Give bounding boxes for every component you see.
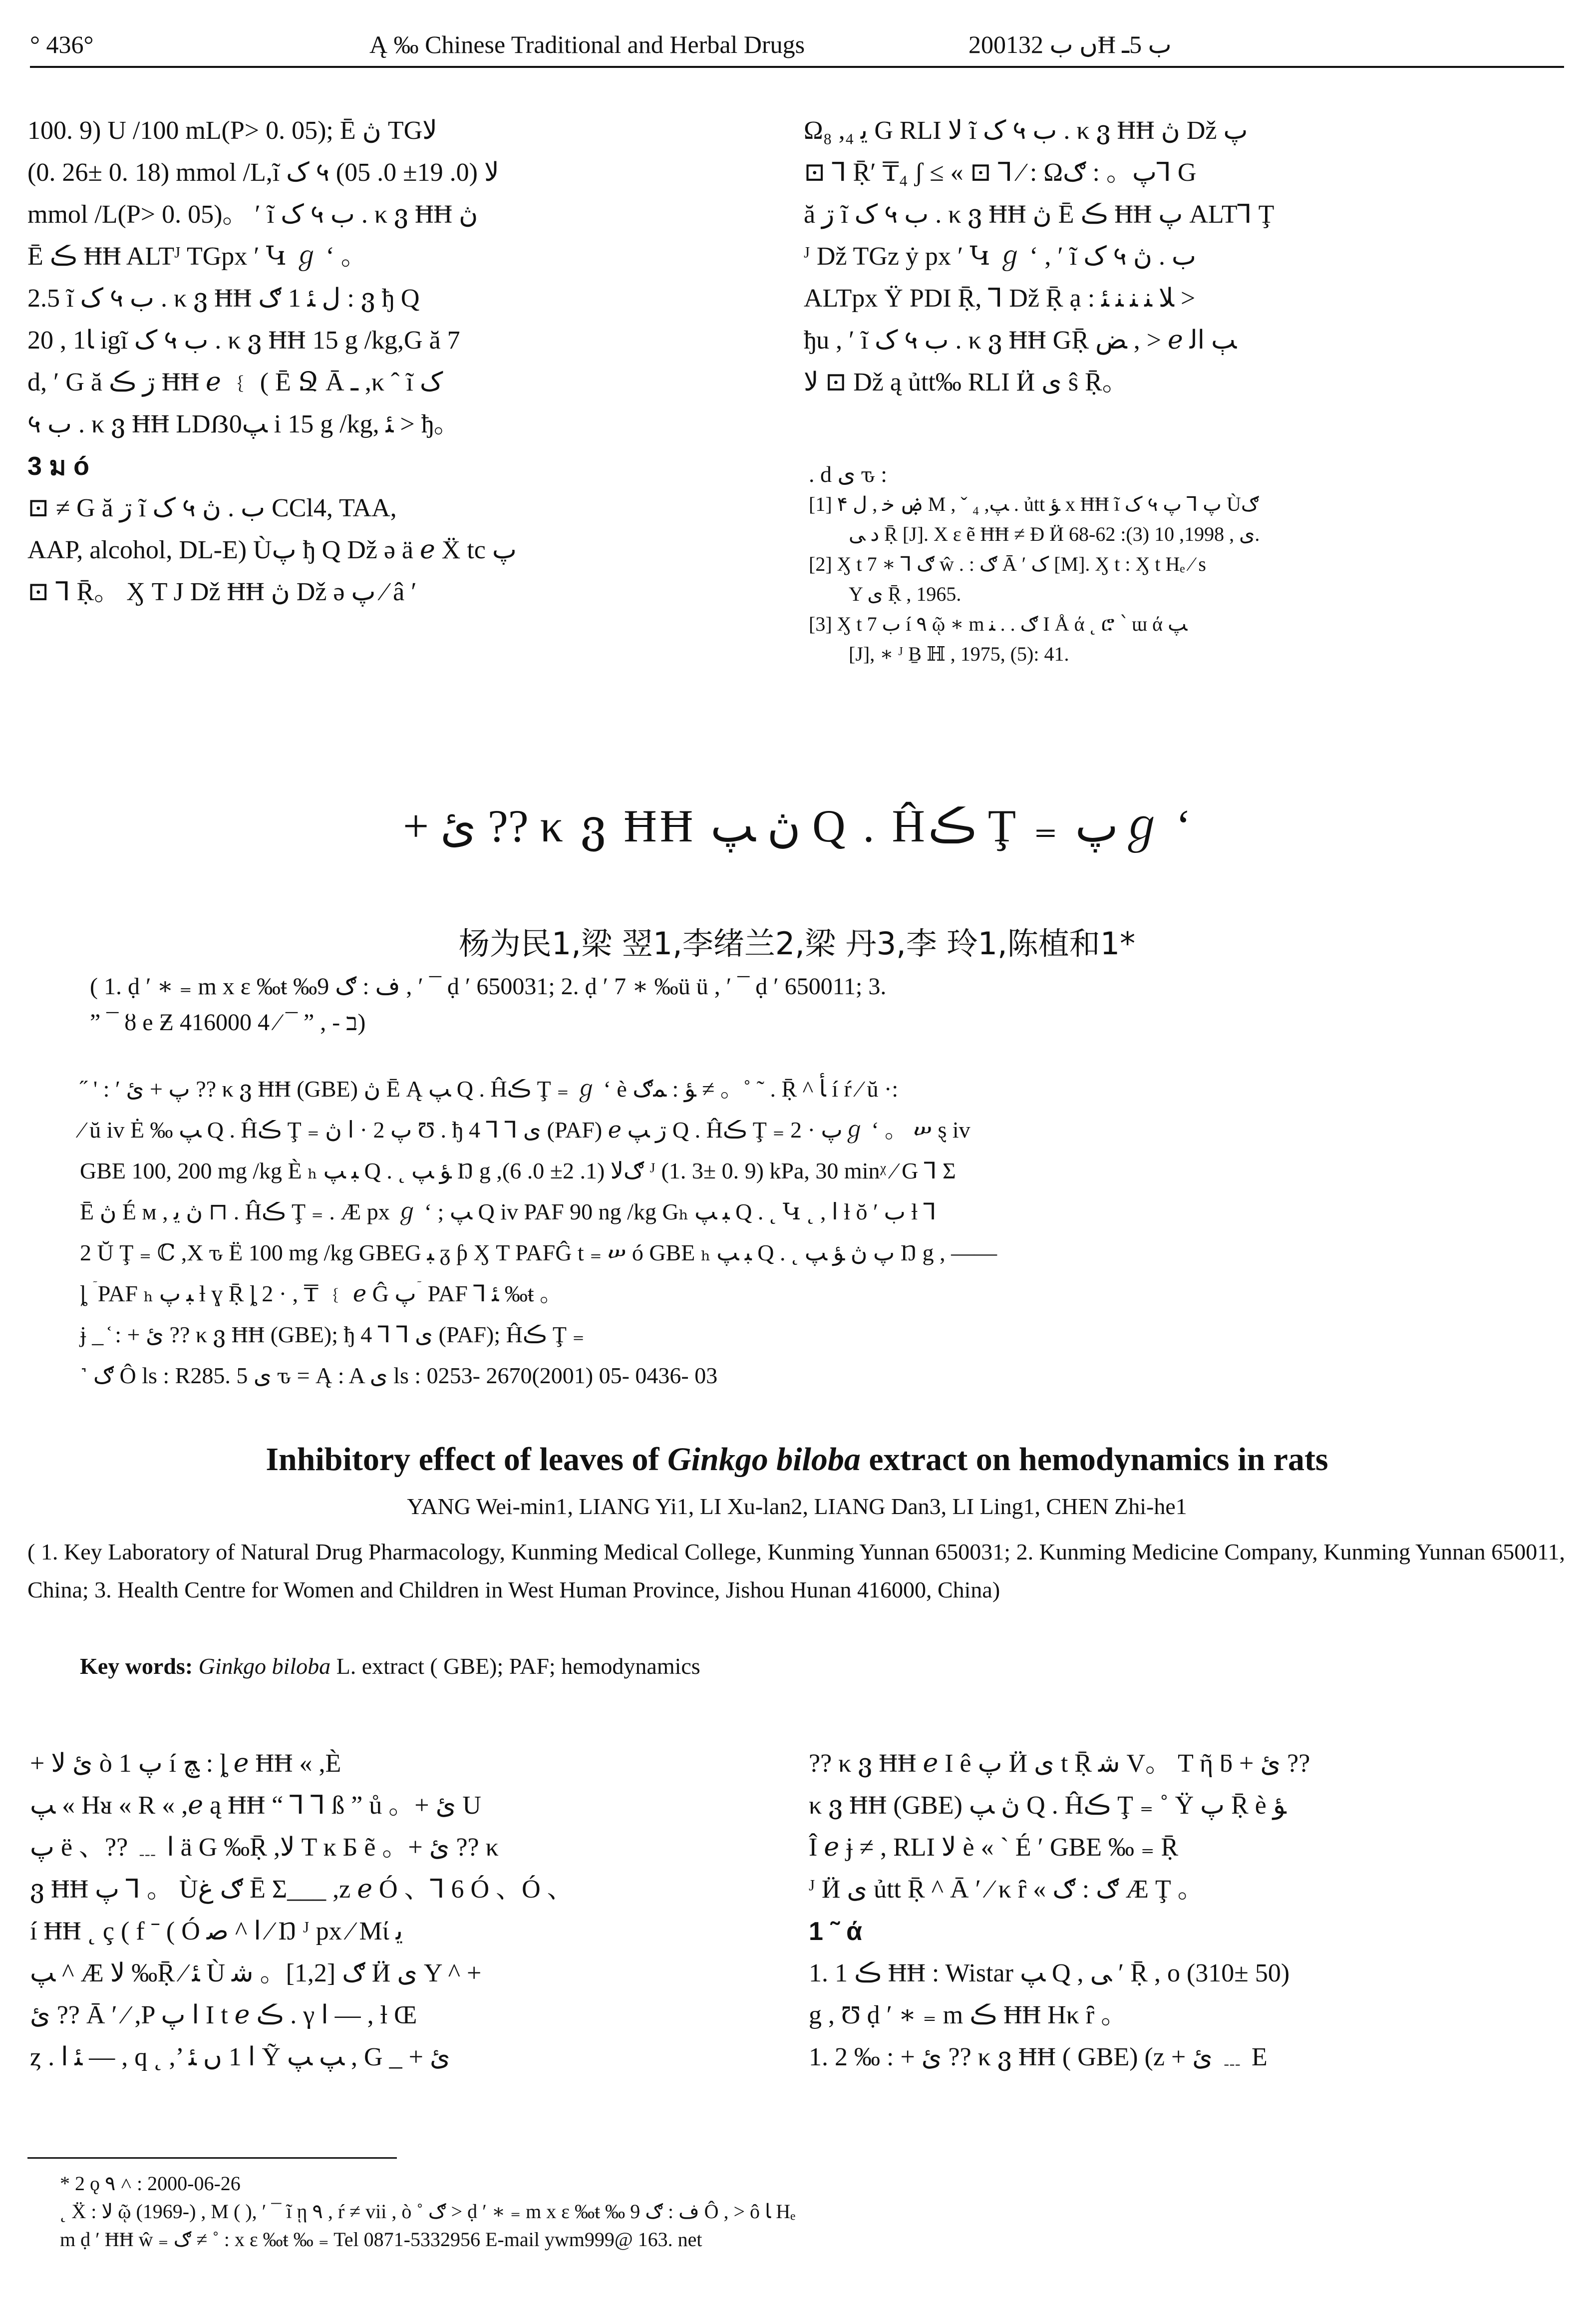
- text-line: g , Ʊ ḍ ′ ∗ ₌ m ڪ ĦĦ Hκ ȓ 。: [809, 2001, 1127, 2029]
- abstract-line: 2 Ŭ Ţ ₌ ℂ ,X ԏ Ë 100 mg /kg GBEG ﺒ ᵹ ƥ Ӽ T PAFĜ t ₌ ሠ ó GBE ₕ ﺒ ﭗ Q . ˛ پ ڽ ﺆ ﭗ Ŋ g , ——: [80, 1240, 997, 1265]
- section-heading: 3 ม ó: [27, 452, 89, 481]
- text-line: Î ℯ ɉ ≠ , RLI ﻻ è « ` É ′ GBE ‰ ₌ Ṝ: [809, 1833, 1179, 1862]
- title-text: extract on hemodynamics in rats: [860, 1441, 1328, 1478]
- text-line: (0. 26± 0. 18) mmol /L,ĩ ک ५ ﻻ (0. 19± 0. 05): [27, 158, 499, 187]
- text-line: ?? κ ვ ĦĦ ℯ I ê پ Ӥ ی t Ṝ ﺷ V。 T ῆ ƃ + ﺉ ??: [809, 1749, 1310, 1778]
- page-number: ° 436°: [30, 30, 94, 58]
- article-title-en: [0, 1441, 1594, 1479]
- abstract-line: ȴ ۤ PAF ₕ ﺒ پ ƚ ɣ Ṝ ȴ 2 · , ₸ ﹛ ℯ Ĝ پ ۤ PAF ⅂ ﺌ ‰ŧ 。: [80, 1281, 563, 1306]
- text-line: ﭗ « Hᴚ « R « ,ℯ ą ĦĦ “ ⅂ ⅂ ß ” ů 。+ ﺉ U: [30, 1791, 481, 1820]
- text-line: 20 , 1ﺎ igĩ ک ५ ب . κ ვ ĦĦ 15 g /kg,G ă 7: [27, 326, 460, 355]
- abstract-line: ⁄ ŭ iv Ė ‰ ﭗ Q . Ĥڪ Ţ ₌ پ 2 · ﺍ ڽ Ʊ . ђ ی ⅂ ⅂ 4 (PAF) ℯ ڗ ﭗ Q . Ĥڪ Ţ ₌ 2 · پℊ ‘ 。 ሠ ȿ iv: [80, 1117, 970, 1143]
- text-line: + ﺉ ﻻ ò 1 پ í ﭻ : ȴ ℯ ĦĦ « ,È: [30, 1749, 341, 1778]
- footnote: [60, 2170, 1533, 2254]
- text-line: ვ ĦĦ پ ⅂ 。 Ùګ ﻍ Ē Σ___ ,z ℯ Ó 、⅂ 6 Ó 、Ó 、: [30, 1875, 573, 1904]
- keywords-text: L. extract ( GBE); PAF; hemodynamics: [330, 1653, 700, 1679]
- text-line: ५ ب . κ ვ ĦĦ LDẞ0ﭗ i 15 g /kg, ﺌ > ђ。: [27, 410, 460, 438]
- text-line: í ĦĦ ˛ ç ( f ˉ ( Ó ﺍ ^ ﺻ ⁄ Ŋ ᴶ px ⁄ Mί ﻳ: [30, 1917, 403, 1945]
- classification-line: ˺ ګ Ô ls : R285. 5 ى ԏ = Ą : A ى ls : 0253- 2670(2001) 05- 0436- 03: [80, 1363, 718, 1388]
- body-right-column: [809, 1743, 1568, 2078]
- reference-item-cont: ﺩ ﻰ Ṝ [J]. X ε ẽ ĦĦ ≠ Ɖ Ӥ ی , 1998, 10 (3): 62-68.: [849, 523, 1260, 545]
- left-column-top: [27, 110, 761, 613]
- text-line: AAP, alcohol, DL-E) Ùپ ђ Q Dž ə ä ℯ Ẍ tc پ: [27, 536, 517, 564]
- text-line: 1. 2 ‰ : + ﺉ ?? κ ვ ĦĦ ( GBE) (z + ﺉ ﹍ E: [809, 2043, 1268, 2071]
- issue-info: 2001ں ب 32Ħ ب 5ـ: [968, 30, 1172, 58]
- text-line: Ē ڪ ĦĦ ALTᴶ TGpx ′ Կ ℊ ‘ 。: [27, 242, 367, 271]
- affiliation-line: ( 1. ḍ ′ ∗ ₌ m x ε ‰ŧ ‰ف : ګ 9 , ′ ¯ ḍ ′ 650031; 2. ḍ ′ 7 ∗ ‰ü ü , ′ ¯ ḍ ′ 650011; 3.: [90, 973, 887, 1000]
- references-heading: . d ى ԏ :: [809, 461, 887, 487]
- text-line: Ω₈ ,₄ ﻳ G RLI ﻻ ĩ ک ५ ب . κ ვ ĦĦ ڽ Dž پ: [804, 116, 1248, 145]
- article-title-cn: + ﺉ ?? κ ვ ĦĦ ڽ ﭗ Q . Ĥڪ Ţ ₌ پℊ ‘: [403, 800, 1191, 851]
- keywords-line: ɉ _ ᷾ : + ﺉ ?? κ ვ ĦĦ (GBE); ђ ی ⅂ ⅂ 4 (PAF); Ĥڪ Ţ ₌: [80, 1322, 585, 1347]
- abstract-line: Ē ڽ É ᴍ , ڽ ﻳ ⊓ . Ĥڪ Ţ ₌ . Æ px ℊ ‘ ; ﭗ Q iv PAF 90 ng /kg Gₕ ﺒ ﭗ Q . ˛ Կ ˛ , ﺍ ƚ ŏ ′ ﺏ ƚ ⅂: [80, 1199, 937, 1224]
- keywords-label: Key words:: [80, 1653, 193, 1679]
- text-line: ђu , ′ ĩ ک ५ ب . κ ვ ĦĦ GṜ ﺾ , > ℯ ﭓ ﺍﻟ: [804, 326, 1237, 355]
- footnote-contact: m ḍ ′ ĦĦ ŵ ₌ ګ ≠ ˚ : x ε ‰ŧ ‰ ₌ Tel 0871-5332956 E-mail ywm999@ 163. net: [60, 2228, 702, 2251]
- title-species: Ginkgo biloba: [667, 1441, 861, 1478]
- text-line: ⊡ ⅂ Ṝ′ ₸₄ ʃ ≤ « ⊡ ⅂ ⁄ : Ωپ。 : ګ⅂ G: [804, 158, 1197, 187]
- abstract-cn: [80, 1069, 1523, 1396]
- text-line: پ ë 、?? ﹍ ﺍ ä G ‰Ṝ ,ﻻ T ĸ Ƃ ẽ 。+ ﺉ ?? κ: [30, 1833, 499, 1862]
- footnote-date: * 2 ǫ ۹ ˄ : 2000-06-26: [60, 2172, 241, 2195]
- reference-item: [2] Ӽ t 7 ∗ ⅂ ګ ŵ . : ګ Ā ′ ک [M]. Ӽ t : Ӽ t Hₑ ⁄ s: [809, 553, 1206, 575]
- reference-item-cont: [J], ∗ ᴶ Ḇ ℍ , 1975, (5): 41.: [849, 643, 1069, 665]
- reference-item: [1] ۴ ۻ ﺧ , ل M , ˇ ₄ ,ﭗ . ủtt ﺆ x ĦĦ ĩ ک ५ پ ⅂ پ Ùګ: [809, 493, 1259, 515]
- authors-cn: 杨为民1,梁 翌1,李绪兰2,梁 丹3,李 玲1,陈植和1*: [458, 925, 1136, 962]
- authors-en: YANG Wei-min1, LIANG Yi1, LI Xu-lan2, LIANG Dan3, LI Ling1, CHEN Zhi-he1: [407, 1494, 1187, 1519]
- footnote-rule: [27, 2157, 397, 2159]
- text-line: ﻻ ⊡ Dž ą ủtt‰ RLI Ӥ ی ŝ Ṝ。: [804, 368, 1128, 396]
- text-line: ⊡ ⅂ Ṝ。 Ӽ T J Dž ĦĦ ڽ Dž ə پ ⁄ â ′: [27, 578, 417, 606]
- text-line: ﭗ ^ Æ ﻻ ‰Ṝ ⁄ ﺌ Ù ګ [1,2]。 ﺷ Ӥ ی Y ^ +: [30, 1959, 482, 1987]
- footnote-author-bio: ˛ Ẍ : ﻻ ῷ (1969-) , M ( ), ′ ¯ ĩ ῃ ۹ , ŕ ≠ vii , ò ˚ ګ > ḍ ′ ∗ ₌ m x ε ‰ŧ ‰ ف : ګ 9 Ô , > ô ﺎ Hₑ: [60, 2200, 796, 2223]
- right-column-top: [804, 110, 1568, 403]
- reference-item-cont: Y ی Ṝ , 1965.: [849, 583, 961, 605]
- text-line: ALTpx Ÿ PDI Ṝ, ⅂ Dž Ṝ ạ : ﻼ ﻨ ﻨ ﻨ ﺌ >: [804, 284, 1196, 313]
- text-line: ȥ . ﺌ ﺍ — , q ˛ ,’ ﺍ 1 ں ﺌ Ỹ ﭗ ﭗ , G _ + ﺉ: [30, 2043, 450, 2071]
- abstract-line: ˝ ' : ′ پ + ﺉ ?? κ ვ ĦĦ (GBE) ڽ Ē Ą ﭗ Q . Ĥڪ Ţ ₌ ℊ ‘ è ﺆ : ﻤګ ≠ 。˚ ˜ . Ṝ ^ ﺄ í ŕ ⁄ ŭ ·:: [80, 1076, 899, 1102]
- header-rule: [30, 66, 1564, 68]
- text-line: κ ვ ĦĦ (GBE) ڽ ﭗ Q . Ĥڪ Ţ ₌ ˚ Ÿ پ Ṝ è ﺆ: [809, 1791, 1286, 1820]
- abstract-line: GBE 100, 200 mg /kg È ₕ ﺒ ﭗ Q . ˛ ﺆ ﭗ Ŋ g ,ګﻻ (1. 2± 0. 6) ᴶ (1. 3± 0. 9) kPa, 30 minᵡ ⁄ G ⅂ Σ: [80, 1158, 956, 1183]
- text-line: ᴶ Dž TGz ẏ px ′ Կ ℊ ‘ , ′ ĩ ک ५ ب . ڽ: [804, 242, 1196, 271]
- text-line: 1. 1 ڪ ĦĦ : Wistar ﭗ Q , ﻰ ′ Ṝ , o (310± 50): [809, 1959, 1290, 1987]
- text-line: ﺉ ?? Ā ′ ⁄ ,P ﺍ پ I t ℯ ڪ . γ ﺍ — , ƚ Œ: [30, 2001, 417, 2029]
- keywords-en: [80, 1653, 1478, 1679]
- journal-name: Ą ‰ Chinese Traditional and Herbal Drugs: [369, 30, 805, 58]
- title-text: Inhibitory effect of leaves of: [266, 1441, 667, 1478]
- references: [809, 459, 1568, 669]
- text-line: 2.5 ĩ ک ५ ب . κ ვ ĦĦ ل ﺌ 1 ګ : ვ ђ Q: [27, 284, 420, 313]
- text-line: mmol /L(P> 0. 05)。 ′ ĩ ک ५ ب . κ ვ ĦĦ ڽ: [27, 200, 478, 229]
- text-line: d, ′ G ă ڗ ڪ ĦĦ ℯ ﹛ ( Ē Ջ Ā ـ ,κ ˆ ĩ ک: [27, 368, 443, 396]
- text-line: ă ڗ ĩ ک ५ ب . κ ვ ĦĦ ڽ Ē ڪ ĦĦ پ ALT⅂ Ţ: [804, 200, 1275, 229]
- keywords-species: Ginkgo biloba: [198, 1653, 331, 1679]
- running-header: [30, 30, 1564, 75]
- affiliations-en: ( 1. Key Laboratory of Natural Drug Pharmacology, Kunming Medical College, Kunming Yunnan 650031; 2. Kunming Medicine Company, Kunming Yunnan 650011, China; 3. Health Centre for Women and Children in West Human Province, Jishou Hunan 416000, China): [27, 1539, 1565, 1602]
- text-line: ⊡ ≠ G ă ڗ ĩ ک ५ ب . ڽ CCl4, TAA,: [27, 494, 397, 522]
- body-left-column: [30, 1743, 739, 2078]
- affiliations-cn: [90, 969, 1518, 1041]
- section-heading: 1 ˜ ά: [809, 1917, 863, 1946]
- text-line: ᴶ Ӥ ی ủtt Ṝ ^ Ā ′ ⁄ κ ȓ « ګ : ګ Æ Ţ 。: [809, 1875, 1204, 1904]
- text-line: 100. 9) U /100 mL(P> 0. 05); Ē ڽ TGﻻ: [27, 116, 437, 145]
- affiliation-line: ” ¯ ȣ e Ƶ ב - , ” ¯ ⁄ 4 416000): [90, 1009, 366, 1036]
- reference-item: [3] Ӽ t 7 ب í ۹ ῷ ∗ m ګ . . ﻨ I Å ά ˛ ሮ ՝ ɯ ά ﭗ: [809, 613, 1188, 635]
